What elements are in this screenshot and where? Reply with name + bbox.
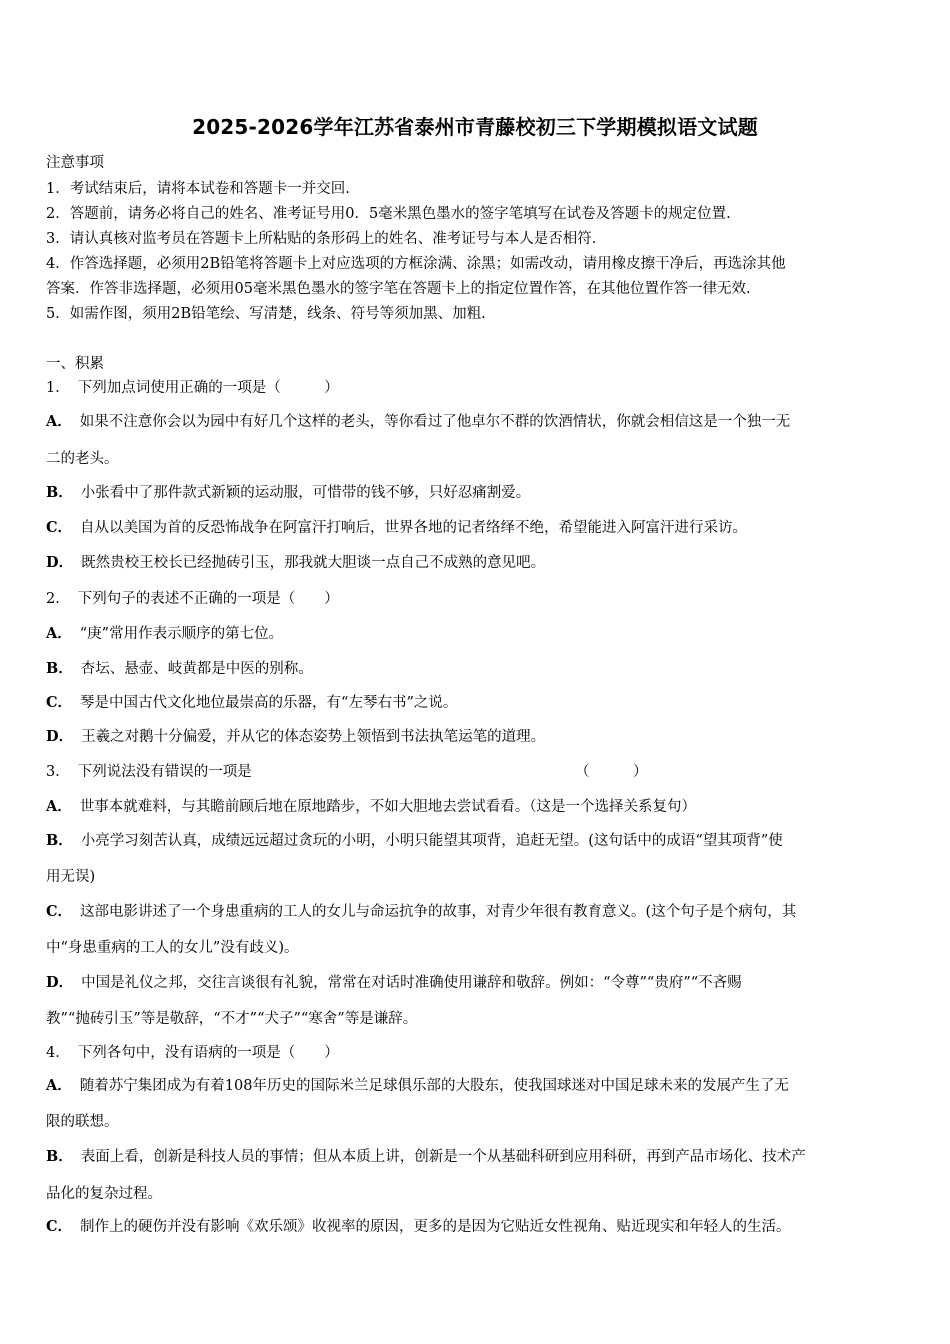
option-label: C．: [46, 903, 73, 920]
option-c: [46, 900, 796, 921]
option-text: 这部电影讲述了一个身患重病的工人的女儿与命运抗争的故事，对青少年很有教育意义。(这个句子是个病句，其: [80, 904, 797, 920]
option-continuation: 教”“抛砖引玉”等是敬辞，“不才”“犬子”“寒舍”等是谦辞。: [46, 1011, 418, 1027]
option-a: [46, 1074, 789, 1095]
option-text: 小亮学习刻苦认真，成绩远远超过贪玩的小明，小明只能望其项背，追赶无望。(这句话中的成语“望其项背”使: [80, 833, 783, 849]
notice-item: 2．答题前，请务必将自己的姓名、准考证号用0．5毫米黑色墨水的签字笔填写在试卷及答题卡的规定位置.: [46, 206, 731, 222]
option-text: 小张看中了那件款式新颖的运动服，可惜带的钱不够，只好忍痛割爱。: [80, 485, 531, 501]
question-stem: 下列句子的表述不正确的一项是（ ）: [77, 591, 339, 607]
option-text: 表面上看，创新是科技人员的事情；但从本质上讲，创新是一个从基础科研到应用科研，再到产品市场化、技术产: [80, 1149, 806, 1165]
option-label: A．: [46, 625, 72, 642]
question-number: 1．: [46, 380, 70, 396]
option-label: B．: [46, 1148, 73, 1165]
option-label: B．: [46, 484, 73, 501]
option-b: [46, 657, 313, 678]
option-text: “庚”常用作表示顺序的第七位。: [79, 626, 284, 642]
notice-item: 答案．作答非选择题，必须用05毫米黑色墨水的签字笔在答题卡上的指定位置作答，在其他位置作答一律无效.: [46, 281, 751, 297]
option-label: D．: [46, 554, 74, 571]
option-text: 如果不注意你会以为园中有好几个这样的老头，等你看过了他卓尔不群的饮酒情状，你就会相信这是一个独一无: [79, 414, 791, 430]
section-heading: 一、积累: [46, 356, 104, 372]
option-label: B．: [46, 832, 73, 849]
option-text: 随着苏宁集团成为有着108年历史的国际米兰足球俱乐部的大股东，使我国球迷对中国足球未来的发展产生了无: [79, 1078, 789, 1094]
option-continuation: 限的联想。: [46, 1114, 119, 1130]
option-d: [46, 725, 545, 746]
question-3: [46, 760, 252, 781]
option-label: B．: [46, 660, 73, 677]
option-a: [46, 795, 696, 816]
question-number: 3．: [46, 764, 70, 780]
option-a: [46, 410, 790, 431]
option-b: [46, 481, 530, 502]
option-continuation: 中“身患重病的工人的女儿”没有歧义)。: [46, 940, 299, 956]
option-text: 既然贵校王校长已经抛砖引玉，那我就大胆谈一点自己不成熟的意见吧。: [81, 555, 546, 571]
notice-heading: 注意事项: [46, 155, 104, 171]
option-text: 王羲之对鹅十分偏爱，并从它的体态姿势上领悟到书法执笔运笔的道理。: [81, 729, 546, 745]
question-stem: 下列各句中，没有语病的一项是（ ）: [77, 1045, 339, 1061]
option-text: 自从以美国为首的反恐怖战争在阿富汗打响后，世界各地的记者络绎不绝，希望能进入阿富汗进行采访。: [80, 520, 748, 536]
option-label: C．: [46, 694, 73, 711]
question-number: 2．: [46, 591, 70, 607]
option-label: C．: [46, 519, 73, 536]
option-c: [46, 1215, 791, 1236]
option-d: [46, 971, 742, 992]
option-label: C．: [46, 1218, 73, 1235]
option-label: D．: [46, 974, 74, 991]
option-c: [46, 691, 457, 712]
option-b: [46, 829, 783, 850]
option-label: D．: [46, 728, 74, 745]
option-text: 琴是中国古代文化地位最崇高的乐器，有“左琴右书”之说。: [80, 695, 458, 711]
question-stem: 下列加点词使用正确的一项是（ ）: [77, 380, 339, 396]
option-label: A．: [46, 1077, 72, 1094]
question-stem: 下列说法没有错误的一项是: [77, 764, 252, 780]
option-text: 世事本就难料，与其瞻前顾后地在原地踏步，不如大胆地去尝试看看。（这是一个选择关系复句）: [79, 799, 697, 815]
option-continuation: 二的老头。: [46, 451, 119, 467]
option-label: A．: [46, 413, 72, 430]
question-2: [46, 587, 339, 608]
page-title: 2025-2026学年江苏省泰州市青藤校初三下学期模拟语文试题: [192, 115, 758, 139]
option-text: 杏坛、悬壶、岐黄都是中医的别称。: [80, 661, 313, 677]
option-a: [46, 622, 283, 643]
answer-paren: （ ）: [575, 764, 648, 780]
option-continuation: 品化的复杂过程。: [46, 1186, 162, 1202]
question-4: [46, 1041, 339, 1062]
question-1: [46, 376, 339, 397]
option-text: 中国是礼仪之邦，交往言谈很有礼貌，常常在对话时准确使用谦辞和敬辞。例如：“令尊”“贵府”“不吝赐: [81, 975, 742, 991]
option-continuation: 用无误): [46, 869, 96, 885]
option-b: [46, 1145, 806, 1166]
notice-item: 1．考试结束后，请将本试卷和答题卡一并交回.: [46, 181, 350, 197]
notice-item: 3．请认真核对监考员在答题卡上所粘贴的条形码上的姓名、准考证号与本人是否相符.: [46, 231, 597, 247]
notice-item: 4．作答选择题，必须用2B铅笔将答题卡上对应选项的方框涂满、涂黑；如需改动，请用橡皮擦干净后，再选涂其他: [46, 256, 786, 272]
notice-item: 5．如需作图，须用2B铅笔绘、写清楚，线条、符号等须加黑、加粗.: [46, 306, 486, 322]
option-label: A．: [46, 798, 72, 815]
question-number: 4．: [46, 1045, 70, 1061]
option-text: 制作上的硬伤并没有影响《欢乐颂》收视率的原因，更多的是因为它贴近女性视角、贴近现实和年轻人的生活。: [80, 1219, 791, 1235]
option-d: [46, 551, 545, 572]
option-c: [46, 516, 747, 537]
